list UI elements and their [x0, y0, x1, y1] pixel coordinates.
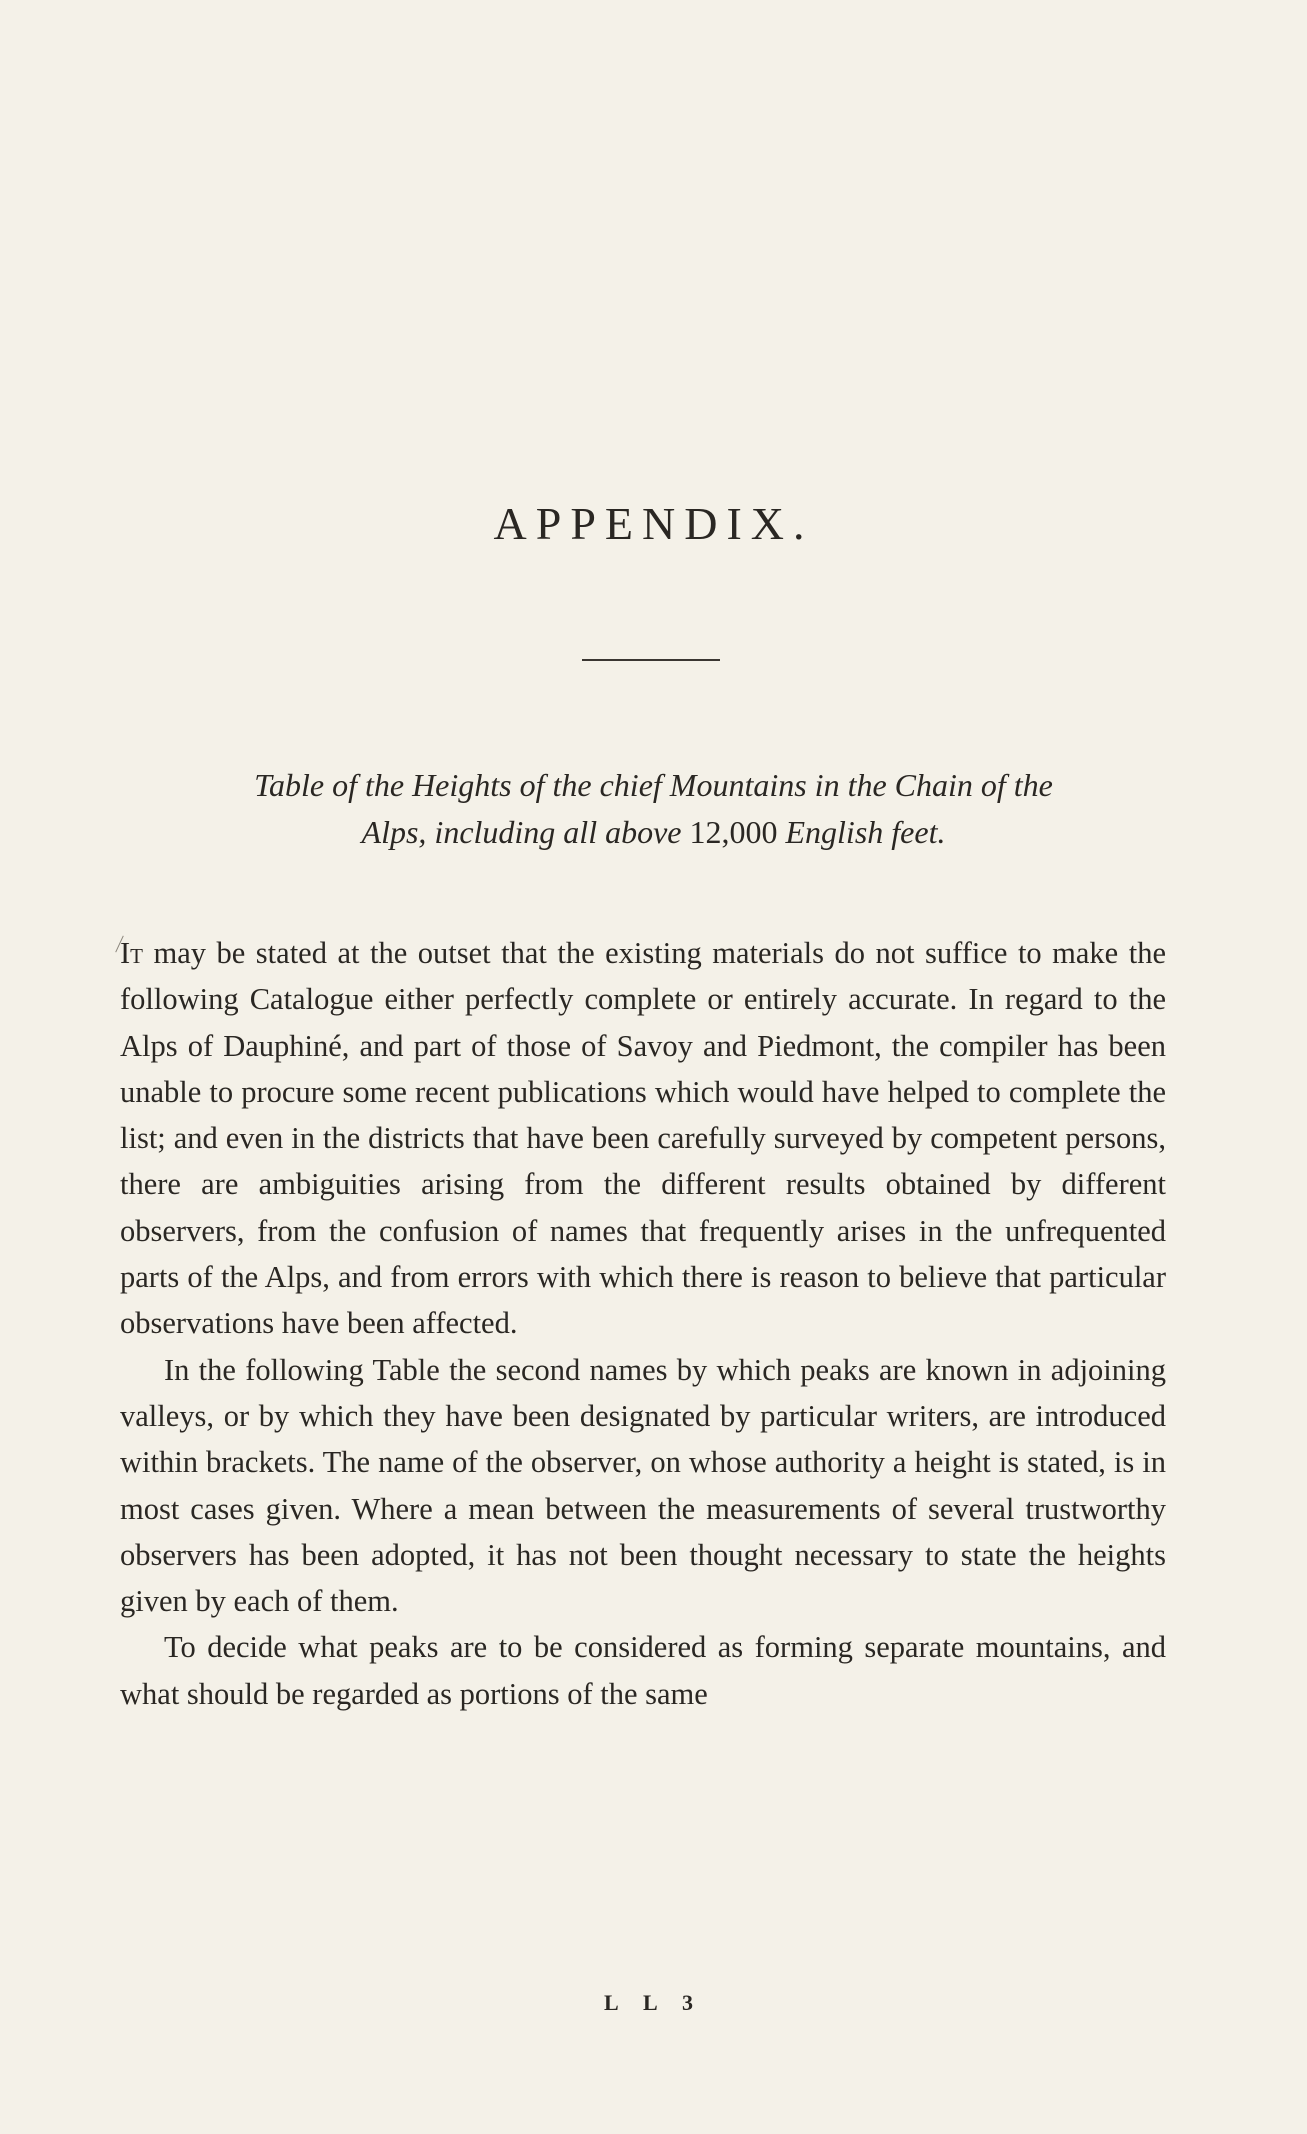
- heading-rule: [582, 659, 720, 661]
- paragraph-1-text: may be stated at the outset that the existing materials do not suffice to make the following Catalogue either perfectly complete or entirely accurate. In regard to the Alps of Dauphiné, and part of those of Savoy and Piedmont, the compiler has been unable to procure some recent publications which would have helped to complete the list; and even in the districts that have been carefully surveyed by competent persons, there are ambiguities arising from the different results obtained by different observers, from the confusion of names that frequently arises in the unfrequented parts of the Alps, and from errors with which there is reason to believe that particular observations have been affected.: [120, 936, 1166, 1341]
- paragraph-2: In the following Table the second names by which peaks are known in adjoining valleys, or by which they have been designated by particular writers, are introduced within brackets. The name of the observer, on whose authority a height is stated, is in most cases given. Where a mean between the measurements of several trustworthy observers has been adopted, it has not been thought necessary to state the heights given by each of them.: [120, 1352, 1166, 1619]
- subtitle-height-figure: 12,000: [689, 814, 778, 850]
- paragraph-1-lead: It: [120, 936, 143, 970]
- subtitle-line-2-end: English feet.: [777, 814, 946, 850]
- table-subtitle: [120, 762, 1187, 856]
- page-heading: APPENDIX.: [493, 498, 814, 549]
- signature-mark: L L 3: [604, 1990, 703, 2015]
- paragraph-1: [120, 930, 1166, 1347]
- body-text: [120, 930, 1166, 1717]
- subtitle-line-2-start: Alps, including all above: [361, 814, 690, 850]
- paragraph-3: To decide what peaks are to be considered as forming separate mountains, and what should be regarded as portions of the same: [120, 1630, 1166, 1711]
- subtitle-line-1: Table of the Heights of the chief Mountains in the Chain of the: [254, 767, 1053, 803]
